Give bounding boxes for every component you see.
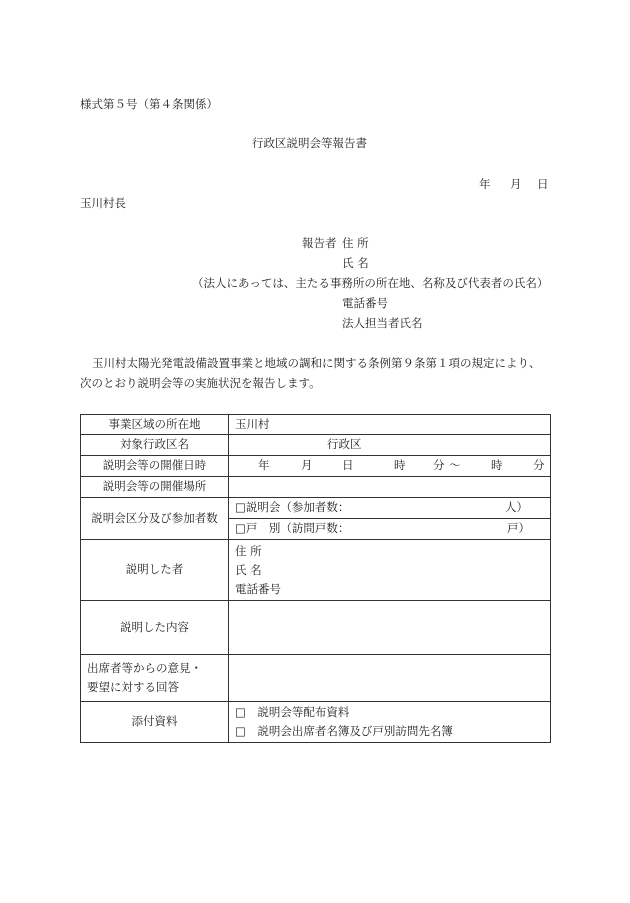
datetime-label: 説明会等の開催日時 (81, 456, 229, 477)
opinions-value (229, 655, 551, 702)
district-value: 行政区 (327, 437, 362, 451)
reporter-name-label: 氏 名 (342, 256, 369, 270)
datetime-hour: 時 (394, 458, 406, 472)
category-door-cell (229, 519, 551, 540)
category-meeting-cell (229, 498, 551, 519)
opinions-label (81, 655, 229, 702)
table-row (81, 435, 551, 456)
datetime-day: 日 (342, 458, 354, 472)
document-title: 行政区説明会等報告書 (252, 136, 367, 150)
table-row (81, 540, 551, 601)
attachments-cell (229, 702, 551, 743)
venue-label: 説明会等の開催場所 (81, 477, 229, 498)
datetime-tilde: ～ (449, 458, 461, 472)
explainer-label: 説明した者 (81, 540, 229, 601)
datetime-cell (229, 456, 551, 477)
table-row (81, 702, 551, 743)
location-value: 玉川村 (229, 415, 551, 435)
date-day-label: 日 (537, 177, 549, 191)
table-row (81, 601, 551, 655)
table-row (81, 456, 551, 477)
table-row (81, 415, 551, 435)
explainer-cell (229, 540, 551, 601)
attachment-item-handouts: □ 説明会等配布資料 (235, 705, 350, 719)
date-month-label: 月 (510, 177, 522, 191)
district-label: 対象行政区名 (81, 435, 229, 456)
content-value (229, 601, 551, 655)
datetime-minute2: 分 (533, 458, 545, 472)
category-door-checkbox: □戸 別（訪問戸数： (235, 521, 350, 535)
body-text-line2: 次のとおり説明会等の実施状況を報告します。 (80, 376, 321, 390)
attachment-item-attendee-list: □ 説明会出席者名簿及び戸別訪問先名簿 (235, 724, 453, 738)
datetime-month: 月 (301, 458, 313, 472)
datetime-minute: 分 (433, 458, 445, 472)
category-meeting-unit: 人） (505, 500, 528, 514)
corporate-note: （法人にあっては、主たる事務所の所在地、名称及び代表者の氏名） (192, 276, 549, 290)
opinions-label-line2: 要望に対する回答 (87, 680, 179, 694)
explainer-address-label: 住 所 (235, 543, 262, 558)
reporter-label: 報告者 (302, 236, 337, 250)
form-number: 様式第５号（第４条関係） (80, 97, 218, 111)
district-cell (229, 435, 551, 456)
addressee: 玉川村長 (80, 196, 126, 210)
datetime-hour2: 時 (491, 458, 503, 472)
body-text-line1: 玉川村太陽光発電設備設置事業と地域の調和に関する条例第９条第１項の規定により、 (92, 356, 541, 370)
table-row (81, 498, 551, 519)
category-door-unit: 戸） (507, 521, 530, 535)
explainer-phone-label: 電話番号 (235, 581, 281, 596)
attachments-label: 添付資料 (81, 702, 229, 743)
contact-person-label: 法人担当者氏名 (342, 316, 423, 330)
category-meeting-checkbox: □説明会（参加者数： (235, 500, 350, 514)
reporter-address-label: 住 所 (342, 236, 369, 250)
content-label: 説明した内容 (81, 601, 229, 655)
table-row (81, 477, 551, 498)
table-row (81, 655, 551, 702)
date-year-label: 年 (479, 177, 491, 191)
opinions-label-line1: 出席者等からの意見・ (87, 661, 202, 675)
category-label: 説明会区分及び参加者数 (81, 498, 229, 540)
explainer-name-label: 氏 名 (235, 562, 262, 577)
venue-value (229, 477, 551, 498)
datetime-year: 年 (258, 458, 270, 472)
location-label: 事業区域の所在地 (81, 415, 229, 435)
report-table (80, 414, 551, 743)
reporter-phone-label: 電話番号 (342, 296, 388, 310)
